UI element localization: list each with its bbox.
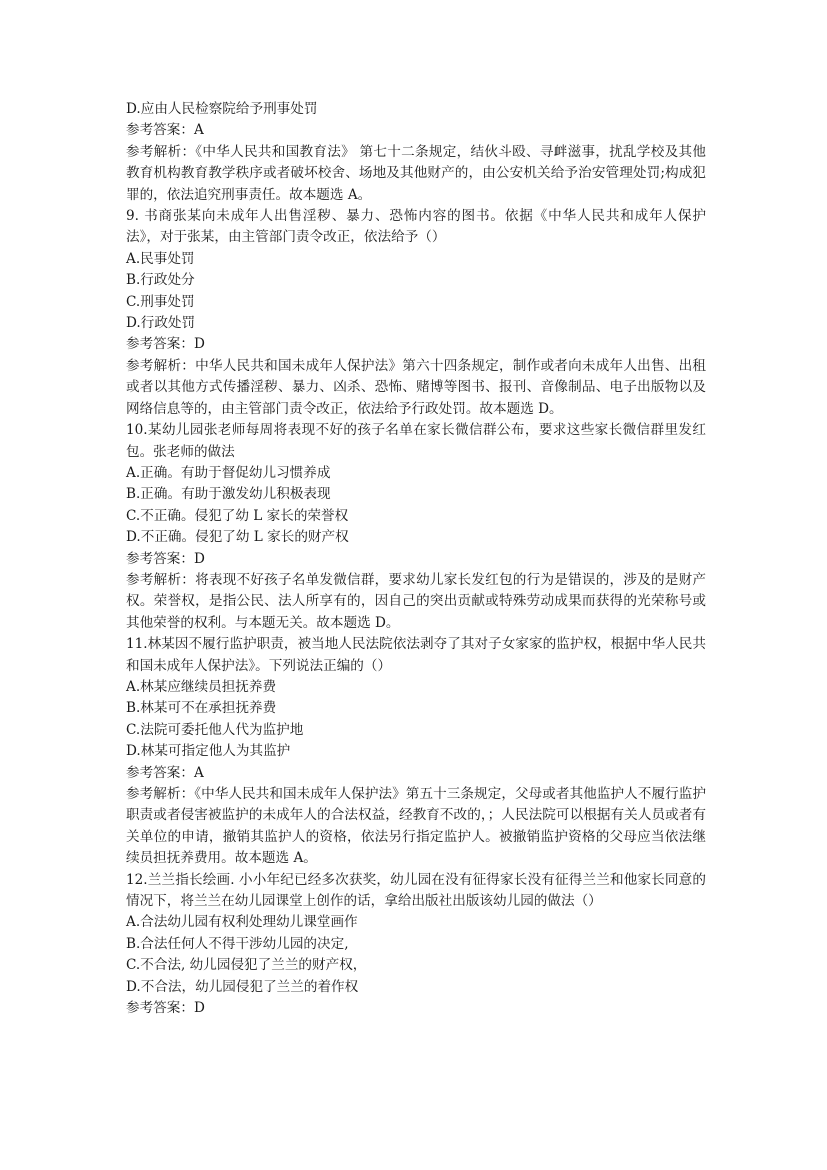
option-line: D.林某可指定他人为其监护 [126, 743, 291, 760]
answer-line: 参考答案：D [126, 336, 205, 353]
question-paragraph: 10.某幼儿园张老师每周将表现不好的孩子名单在家长微信群公布，要求这些家长微信群里发红包。张老师的做法 [126, 422, 706, 460]
answer-line: 参考答案：A [126, 764, 204, 781]
document-page [126, 99, 706, 1019]
option-line: A.合法幼儿园有权利处理幼儿课堂画作 [126, 914, 358, 931]
option-line: C.不正确。侵犯了幼 L 家长的荣誉权 [126, 507, 349, 524]
explanation-paragraph: 参考解析：将表现不好孩子名单发微信群，要求幼儿家长发红包的行为是错误的，涉及的是财产权。荣誉权，是指公民、法人所享有的，因自己的突出贡献或特殊劳动成果而获得的光荣称号或其他荣誉的权利。与本题无关。故本题选 D。 [126, 571, 706, 631]
question-paragraph: 12.兰兰指长绘画. 小小年纪已经多次获奖，幼儿园在没有征得家长没有征得兰兰和他家长同意的情况下，将兰兰在幼儿园课堂上创作的话，拿给出版社出版该幼儿园的做法（） [126, 871, 706, 910]
option-line: B.合法任何人不得干涉幼儿园的决定, [126, 935, 349, 952]
option-line: D.行政处罚 [126, 315, 196, 332]
option-line: C.法院可委托他人代为监护地 [126, 721, 304, 738]
answer-line: 参考答案：D [126, 1000, 205, 1017]
question-paragraph: 9. 书商张某向未成年人出售淫秽、暴力、恐怖内容的图书。依据《中华人民共和成年人保护法》，对于张某，由主管部门责令改正，依法给予（） [126, 208, 706, 246]
option-line: D.不正确。侵犯了幼 L 家长的财产权 [126, 529, 349, 546]
option-line: C.刑事处罚 [126, 293, 195, 310]
explanation-paragraph: 参考解析：中华人民共和国未成年人保护法》第六十四条规定，制作或者向未成年人出售、出租或者以其他方式传播淫秽、暴力、凶杀、恐怖、赌博等图书、报刊、音像制品、电子出版物以及网络信息等的，由主管部门责令改正，依法给予行政处罚。故本题选 D。 [126, 357, 706, 417]
answer-line: 参考答案：A [126, 122, 204, 139]
explanation-paragraph: 参考解析：《中华人民共和国教育法》 第七十二条规定，结伙斗殴、寻衅滋事，扰乱学校及其他教育机构教育教学秩序或者破坏校舍、场地及其他财产的，由公安机关给予治安管理处罚;构成犯罪的，依法追究刑事责任。故本题选 A。 [126, 143, 706, 203]
question-paragraph: 11.林某因不履行监护职责，被当地人民法院依法剥夺了其对子女家家的监护权，根据中华人民共和国未成年人保护法》。下列说法正编的（） [126, 636, 706, 674]
answer-line: 参考答案：D [126, 550, 205, 567]
option-line: D.应由人民检察院给予刑事处罚 [126, 101, 318, 117]
option-line: A.正确。有助于督促幼儿习惯养成 [126, 464, 331, 481]
option-line: B.林某可不在承担抚养费 [126, 700, 277, 717]
option-line: A.林某应继续员担抚养费 [126, 678, 277, 695]
explanation-paragraph: 参考解析：《中华人民共和国未成年人保护法》第五十三条规定，父母或者其他监护人不履行监护职责或者侵害被监护的未成年人的合法权益，经教育不改的，；人民法院可以根据有关人员或者有关单位的申请，撤销其监护人的资格，依法另行指定监护人。被撤销监护资格的父母应当依法继续员担抚养费用。故本题选 A。 [126, 786, 706, 867]
option-line: A.民事处罚 [126, 250, 195, 267]
option-line: B.正确。有助于激发幼儿积极表现 [126, 486, 331, 503]
option-line: B.行政处分 [126, 272, 195, 289]
option-line: D.不合法，幼儿园侵犯了兰兰的着作权 [126, 978, 359, 995]
option-line: C.不合法, 幼儿园侵犯了兰兰的财产权， [126, 957, 367, 974]
